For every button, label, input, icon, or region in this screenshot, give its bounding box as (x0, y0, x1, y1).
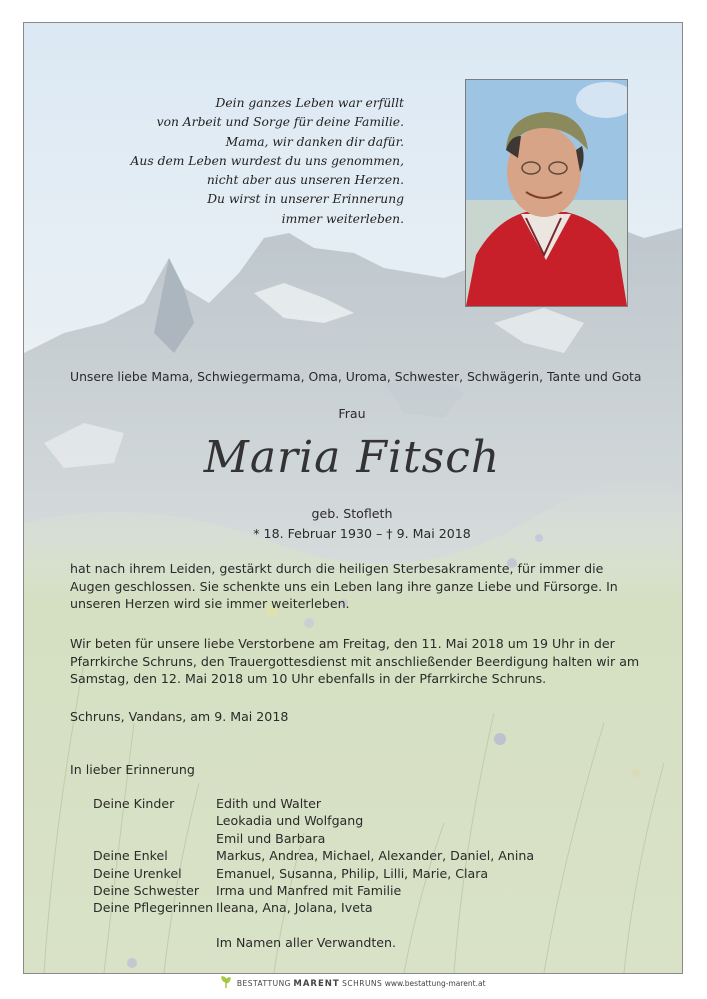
life-dates: * 18. Februar 1930 – † 9. Mai 2018 (253, 526, 471, 541)
place-and-date: Schruns, Vandans, am 9. Mai 2018 (70, 709, 289, 724)
verse-line: von Arbeit und Sorge für deine Familie. (156, 115, 404, 130)
family-relation: Deine Enkel (93, 848, 168, 864)
family-names: Markus, Andrea, Michael, Alexander, Daniel, Anina (216, 848, 535, 864)
family-names: Irma und Manfred mit Familie (216, 882, 402, 898)
family-relation: Deine Urenkel (93, 865, 182, 881)
footer-brand (0, 976, 707, 990)
verse-line: nicht aber aus unseren Herzen. (206, 173, 404, 188)
verse-line: Mama, wir danken dir dafür. (225, 134, 404, 149)
footer-brand-city: SCHRUNS (342, 979, 383, 988)
remembrance-heading: In lieber Erinnerung (70, 762, 195, 777)
birth-name: geb. Stofleth (311, 506, 393, 521)
death-notice-paragraph: hat nach ihrem Leiden, gestärkt durch die heiligen Sterbesakramente, für immer die Augen geschlossen. Sie schenkte uns ein Leben lang ihre ganze Liebe und Fürsorge. In unseren Herzen wird sie immer weiterleben. (70, 561, 618, 611)
verse-line: Dein ganzes Leben war erfüllt (215, 96, 404, 110)
footer-brand-prefix: BESTATTUNG (236, 979, 291, 988)
closing-line: Im Namen aller Verwandten. (216, 935, 396, 950)
family-relation: Deine Pflegerinnen (93, 900, 214, 916)
footer-brand-name: MARENT (293, 979, 340, 989)
family-names: Edith und Walter (216, 796, 322, 811)
verse-line: Du wirst in unserer Erinnerung (207, 192, 404, 207)
verse-line: Aus dem Leben wurdest du uns genommen, (130, 153, 404, 168)
family-names: Leokadia und Wolfgang (216, 813, 364, 829)
funeral-details-paragraph: Wir beten für unsere liebe Verstorbene am Freitag, den 11. Mai 2018 um 19 Uhr in der Pfarrkirche Schruns, den Trauergottesdienst mit anschließender Beerdigung halten wir am Samstag, den 12. Mai 2018 um 10 Uhr ebenfalls in der Pfarrkirche Schruns. (70, 636, 640, 686)
verse-line: immer weiterleben. (281, 211, 404, 226)
deceased-name: Maria Fitsch (203, 432, 501, 483)
footer-website: www.bestattung-marent.at (384, 979, 486, 988)
intro-text: Unsere liebe Mama, Schwiegermama, Oma, Uroma, Schwester, Schwägerin, Tante und Gota (70, 369, 642, 384)
portrait-photo (465, 79, 628, 307)
salutation: Frau (338, 406, 366, 421)
leaf-logo-icon (221, 976, 231, 988)
family-names: Emil und Barbara (216, 830, 326, 846)
family-relation: Deine Schwester (93, 882, 200, 898)
family-names: Ileana, Ana, Jolana, Iveta (216, 900, 373, 916)
family-relation: Deine Kinder (93, 796, 175, 811)
family-names: Emanuel, Susanna, Philip, Lilli, Marie, Clara (216, 865, 489, 881)
memorial-verse (120, 94, 404, 229)
